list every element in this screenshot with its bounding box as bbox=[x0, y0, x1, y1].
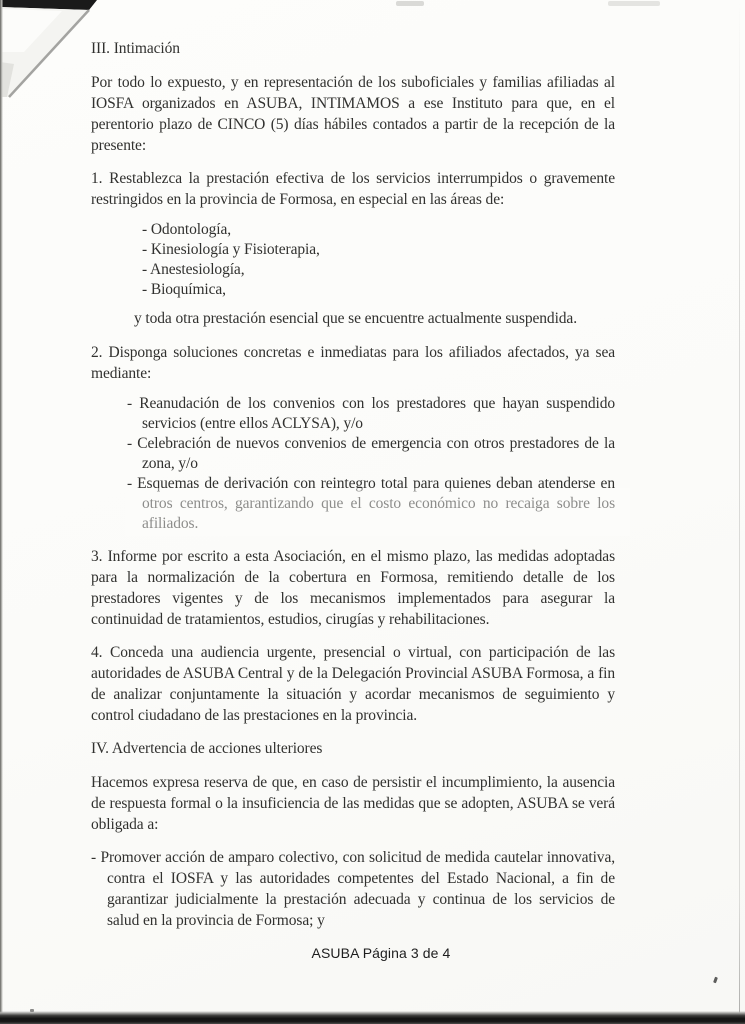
list-item: - Odontología, bbox=[142, 221, 232, 238]
demand-1-lead: 1. Restablezca la prestación efectiva de los servicios interrumpidos o gravemente restringidos en la provincia de Formosa, en especial en las áreas de: bbox=[91, 170, 615, 208]
list-item: - Reanudación de los convenios con los prestadores que hayan suspendido servicios (entre ellos ACLYSA), y/o bbox=[127, 395, 615, 432]
demand-4-paragraph: 4. Conceda una audiencia urgente, presencial o virtual, con participación de las autoridades de ASUBA Central y de la Delegación Provincial ASUBA Formosa, a fin de analizar conjuntamente la situación y acordar mecanismos de seguimiento y control ciudadano de las prestaciones en la provincia. bbox=[91, 644, 615, 724]
scan-smudge bbox=[608, 1, 660, 6]
scan-bottom-edge-artifact bbox=[0, 1011, 745, 1024]
list-item: - Bioquímica, bbox=[142, 281, 226, 298]
scan-right-edge-artifact bbox=[739, 0, 740, 1024]
demand-2-lead: 2. Disponga soluciones concretas e inmediatas para los afiliados afectados, ya sea mediante: bbox=[91, 344, 615, 382]
warning-intro-paragraph: Hacemos expresa reserva de que, en caso de persistir el incumplimiento, la ausencia de respuesta formal o la insuficiencia de las medidas que se adopten, ASUBA se verá obligada a: bbox=[91, 774, 615, 833]
scan-speck bbox=[713, 977, 718, 984]
list-item: - Celebración de nuevos convenios de emergencia con otros prestadores de la zona, y/o bbox=[127, 435, 615, 472]
scan-smudge bbox=[396, 1, 424, 6]
intimation-intro-paragraph: Por todo lo expuesto, y en representación de los suboficiales y familias afiliadas al IOSFA organizados en ASUBA, INTIMAMOS a ese Instituto para que, en el perentorio plazo de CINCO (5) días hábiles contados a partir de la recepción de la presente: bbox=[91, 74, 615, 154]
section-iv-heading: IV. Advertencia de acciones ulteriores bbox=[91, 740, 323, 757]
demand-3-paragraph: 3. Informe por escrito a esta Asociación, en el mismo plazo, las medidas adoptadas para la normalización de la cobertura en Formosa, remitiendo detalle de los prestadores vigentes y de los mecanismos implementados para asegurar la continuidad de tratamientos, estudios, cirugías y rehabilitaciones. bbox=[91, 548, 615, 628]
page-footer: ASUBA Página 3 de 4 bbox=[311, 945, 451, 961]
section-iii-heading: III. Intimación bbox=[91, 40, 180, 57]
demand-1-areas-list bbox=[142, 220, 615, 300]
demand-2-options-list bbox=[91, 394, 615, 534]
warning-action-item: - Promover acción de amparo colectivo, con solicitud de medida cautelar innovativa, contra el IOSFA y las autoridades competentes del Estado Nacional, a fin de garantizar judicialmente la prestación adecuada y continua de los servicios de salud en la provincia de Formosa; y bbox=[91, 849, 615, 929]
list-item: - Anestesiología, bbox=[142, 261, 245, 278]
document-content bbox=[91, 38, 615, 961]
scan-left-edge-artifact bbox=[0, 0, 3, 1024]
list-item: - Kinesiología y Fisioterapia, bbox=[142, 241, 320, 258]
demand-1-closing: y toda otra prestación esencial que se encuentre actualmente suspendida. bbox=[134, 310, 577, 327]
scan-speck bbox=[30, 1009, 34, 1012]
list-item: - Esquemas de derivación con reintegro total para quienes deban atenderse en otros centros, garantizando que el costo económico no recaiga sobre los afiliados. bbox=[127, 475, 615, 532]
